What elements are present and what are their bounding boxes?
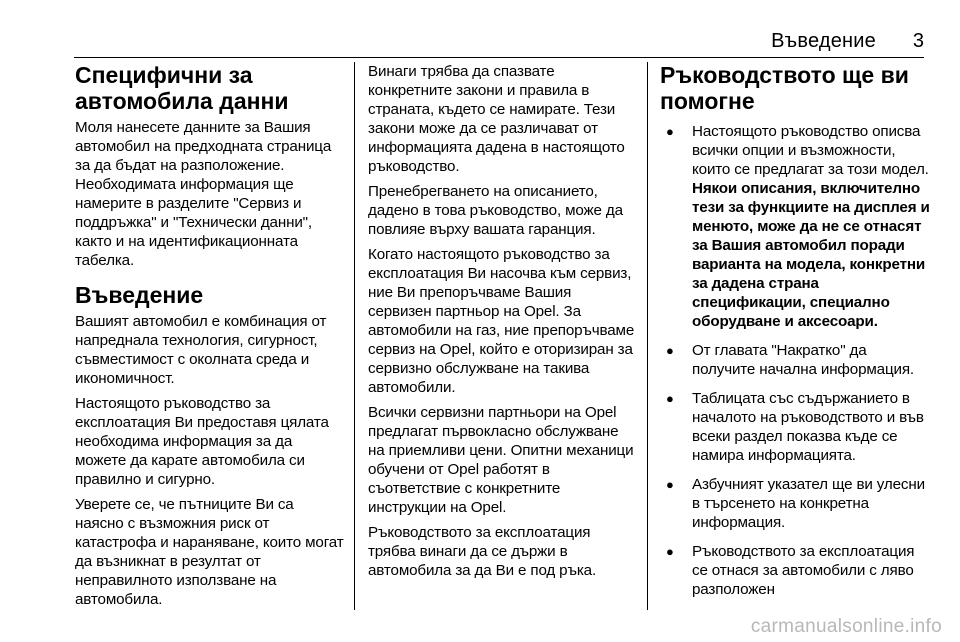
column-divider-1 bbox=[354, 62, 355, 610]
list-item-text: От главата "Накратко" да получите начална информация. bbox=[692, 342, 914, 378]
list-item-text: Настоящото ръководство описва всички опции и възможности, които се предлагат за този модел. bbox=[692, 123, 929, 178]
watermark: carmanualsonline.info bbox=[750, 616, 942, 637]
page-number: 3 bbox=[912, 30, 924, 52]
list-item bbox=[660, 542, 930, 599]
list-item-text: Азбучният указател ще ви улесни в търсенето на конкретна информация. bbox=[692, 476, 925, 531]
list-item bbox=[660, 341, 930, 379]
paragraph: Настоящото ръководство за експлоатация Ви предоставя цялата необходима информация за да можете да карате автомобила си правилно и сигурно. bbox=[75, 395, 329, 488]
bullet-icon: ● bbox=[666, 124, 674, 139]
section-heading-manual-help: Ръководството ще ви помогне bbox=[660, 62, 909, 114]
header-divider bbox=[74, 57, 924, 58]
bullet-icon: ● bbox=[666, 477, 674, 492]
list-item-text: Таблицата със съдържанието в началото на ръководството и във всеки раздел показва къде се намира информацията. bbox=[692, 390, 924, 464]
column-middle bbox=[368, 62, 638, 612]
bullet-list bbox=[660, 122, 930, 599]
paragraph: Уверете се, че пътниците Ви са наясно с възможния риск от катастрофа и нараняване, които могат да възникнат в резултат от неправилното използване на автомобила. bbox=[75, 496, 344, 608]
column-right bbox=[660, 62, 930, 612]
list-item-text: Ръководството за експлоатация се отнася за автомобили с ляво разположен bbox=[692, 543, 915, 598]
column-divider-2 bbox=[647, 62, 648, 610]
section-heading-vehicle-data: Специфични за автомобила данни bbox=[75, 62, 289, 114]
paragraph: Винаги трябва да спазвате конкретните закони и правила в страната, където се намирате. Тези закони може да се различават от информацията дадена в настоящото ръководство. bbox=[368, 63, 625, 175]
list-item-bold-text: Някои описания, включително тези за функциите на дисплея и менюто, може да не се отнасят за Вашия автомобил поради варианта на модела, конкретни за дадена страна спецификации, специално оборудване и аксесоари. bbox=[692, 180, 930, 330]
list-item bbox=[660, 475, 930, 532]
column-left bbox=[75, 62, 345, 612]
bullet-icon: ● bbox=[666, 391, 674, 406]
section-heading-introduction: Въведение bbox=[75, 282, 204, 308]
paragraph: Пренебрегването на описанието, дадено в това ръководство, може да повлияе върху вашата гаранция. bbox=[368, 183, 623, 238]
list-item bbox=[660, 389, 930, 465]
page-header bbox=[0, 0, 960, 56]
bullet-icon: ● bbox=[666, 544, 674, 559]
paragraph: Моля нанесете данните за Вашия автомобил на предходната страница за да бъдат на разположение. Необходимата информация ще намерите в разделите "Сервиз и поддръжка" и "Технически данни", както и на идентификационната табелка. bbox=[75, 119, 332, 269]
paragraph: Вашият автомобил е комбинация от напреднала технология, сигурност, съвместимост с околната среда и икономичност. bbox=[75, 313, 327, 387]
list-item bbox=[660, 122, 930, 331]
paragraph: Всички сервизни партньори на Opel предлагат първокласно обслужване на приемливи цени. Опитни механици обучени от Opel работят в съответствие с конкретните инструкции на Opel. bbox=[368, 404, 634, 516]
chapter-title: Въведение bbox=[771, 30, 876, 52]
paragraph: Когато настоящото ръководство за експлоатация Ви насочва към сервиз, ние Ви препоръчваме Вашия сервизен партньор на Opel. За автомобили на газ, ние препоръчваме сервиз на Opel, който е оторизиран за сервизно обслужване на такива автомобили. bbox=[368, 246, 635, 396]
paragraph: Ръководството за експлоатация трябва винаги да се държи в автомобила за да Ви е под ръка. bbox=[368, 524, 597, 579]
bullet-icon: ● bbox=[666, 343, 674, 358]
